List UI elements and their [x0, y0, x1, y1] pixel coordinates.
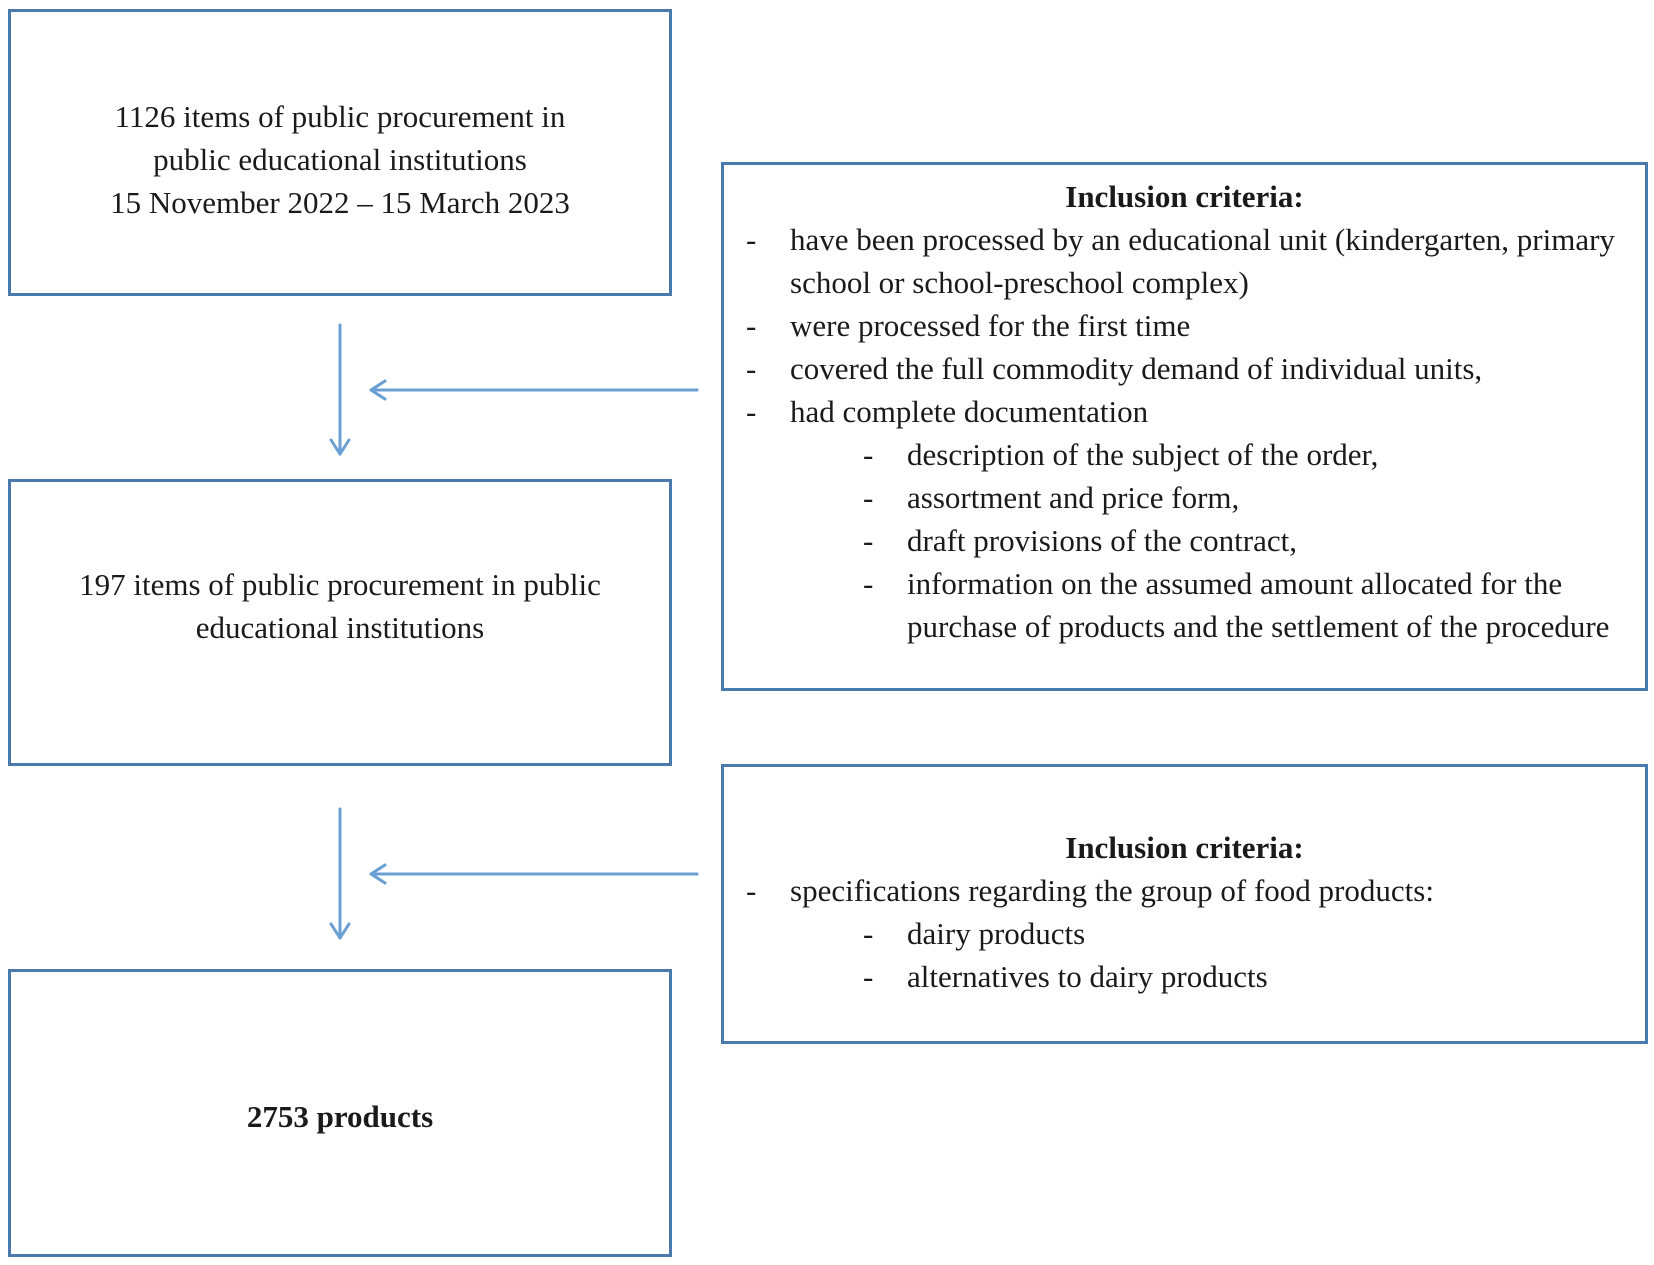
criteria-subitem-text: draft provisions of the contract, [907, 523, 1297, 558]
dash-bullet: - [863, 437, 874, 472]
criteria-subitem [724, 912, 1645, 955]
dash-bullet: - [863, 523, 874, 558]
criteria-subitem [724, 955, 1645, 998]
down-arrow-2-head [331, 924, 349, 938]
flow-box-initial-line: 15 November 2022 – 15 March 2023 [110, 185, 570, 220]
dash-bullet: - [746, 394, 757, 429]
flow-box-filtered [8, 479, 672, 766]
flow-box-result-text [11, 1095, 669, 1138]
criteria-subitem-text: information on the assumed amount allocated for the purchase of products and the settlement of the procedure [907, 566, 1610, 644]
criteria-title: Inclusion criteria: [1065, 830, 1304, 865]
criteria-item-text: have been processed by an educational unit (kindergarten, primary school or school-preschool complex) [790, 222, 1615, 300]
dash-bullet: - [863, 959, 874, 994]
criteria-subitem [724, 562, 1645, 648]
criteria-item [724, 390, 1645, 433]
criteria-box-second [721, 764, 1648, 1044]
flow-box-initial-text [11, 95, 669, 224]
criteria-item [724, 347, 1645, 390]
flow-box-initial-line: public educational institutions [153, 142, 527, 177]
criteria-subitem [724, 433, 1645, 476]
criteria-item-text: covered the full commodity demand of individual units, [790, 351, 1483, 386]
criteria-title: Inclusion criteria: [1065, 179, 1304, 214]
flow-box-filtered-text [11, 563, 669, 649]
flow-box-result [8, 969, 672, 1257]
flow-box-initial-line: 1126 items of public procurement in [114, 99, 566, 134]
criteria-item [724, 304, 1645, 347]
criteria-item [724, 869, 1645, 912]
left-arrow-2-head [371, 865, 385, 883]
criteria-subitem-text: alternatives to dairy products [907, 959, 1268, 994]
criteria-item-text: specifications regarding the group of food products: [790, 873, 1434, 908]
dash-bullet: - [746, 351, 757, 386]
criteria-list [724, 869, 1645, 998]
dash-bullet: - [746, 873, 757, 908]
flow-box-filtered-line: 197 items of public procurement in public [79, 567, 601, 602]
flow-box-result-line: 2753 products [246, 1099, 434, 1134]
criteria-box-first [721, 162, 1648, 691]
flow-box-initial [8, 9, 672, 296]
criteria-item-text: were processed for the first time [790, 308, 1191, 343]
dash-bullet: - [863, 566, 874, 601]
criteria-subitem [724, 519, 1645, 562]
criteria-subitem [724, 476, 1645, 519]
criteria-item [724, 218, 1645, 304]
down-arrow-1-head [331, 440, 349, 454]
criteria-subitem-text: assortment and price form, [907, 480, 1240, 515]
dash-bullet: - [746, 308, 757, 343]
criteria-subitem-text: description of the subject of the order, [907, 437, 1379, 472]
dash-bullet: - [863, 480, 874, 515]
criteria-subitem-text: dairy products [907, 916, 1086, 951]
left-arrow-1-head [371, 381, 385, 399]
dash-bullet: - [863, 916, 874, 951]
dash-bullet: - [746, 222, 757, 257]
criteria-item-text: had complete documentation [790, 394, 1149, 429]
criteria-list [724, 218, 1645, 648]
flow-box-filtered-line: educational institutions [195, 610, 485, 645]
